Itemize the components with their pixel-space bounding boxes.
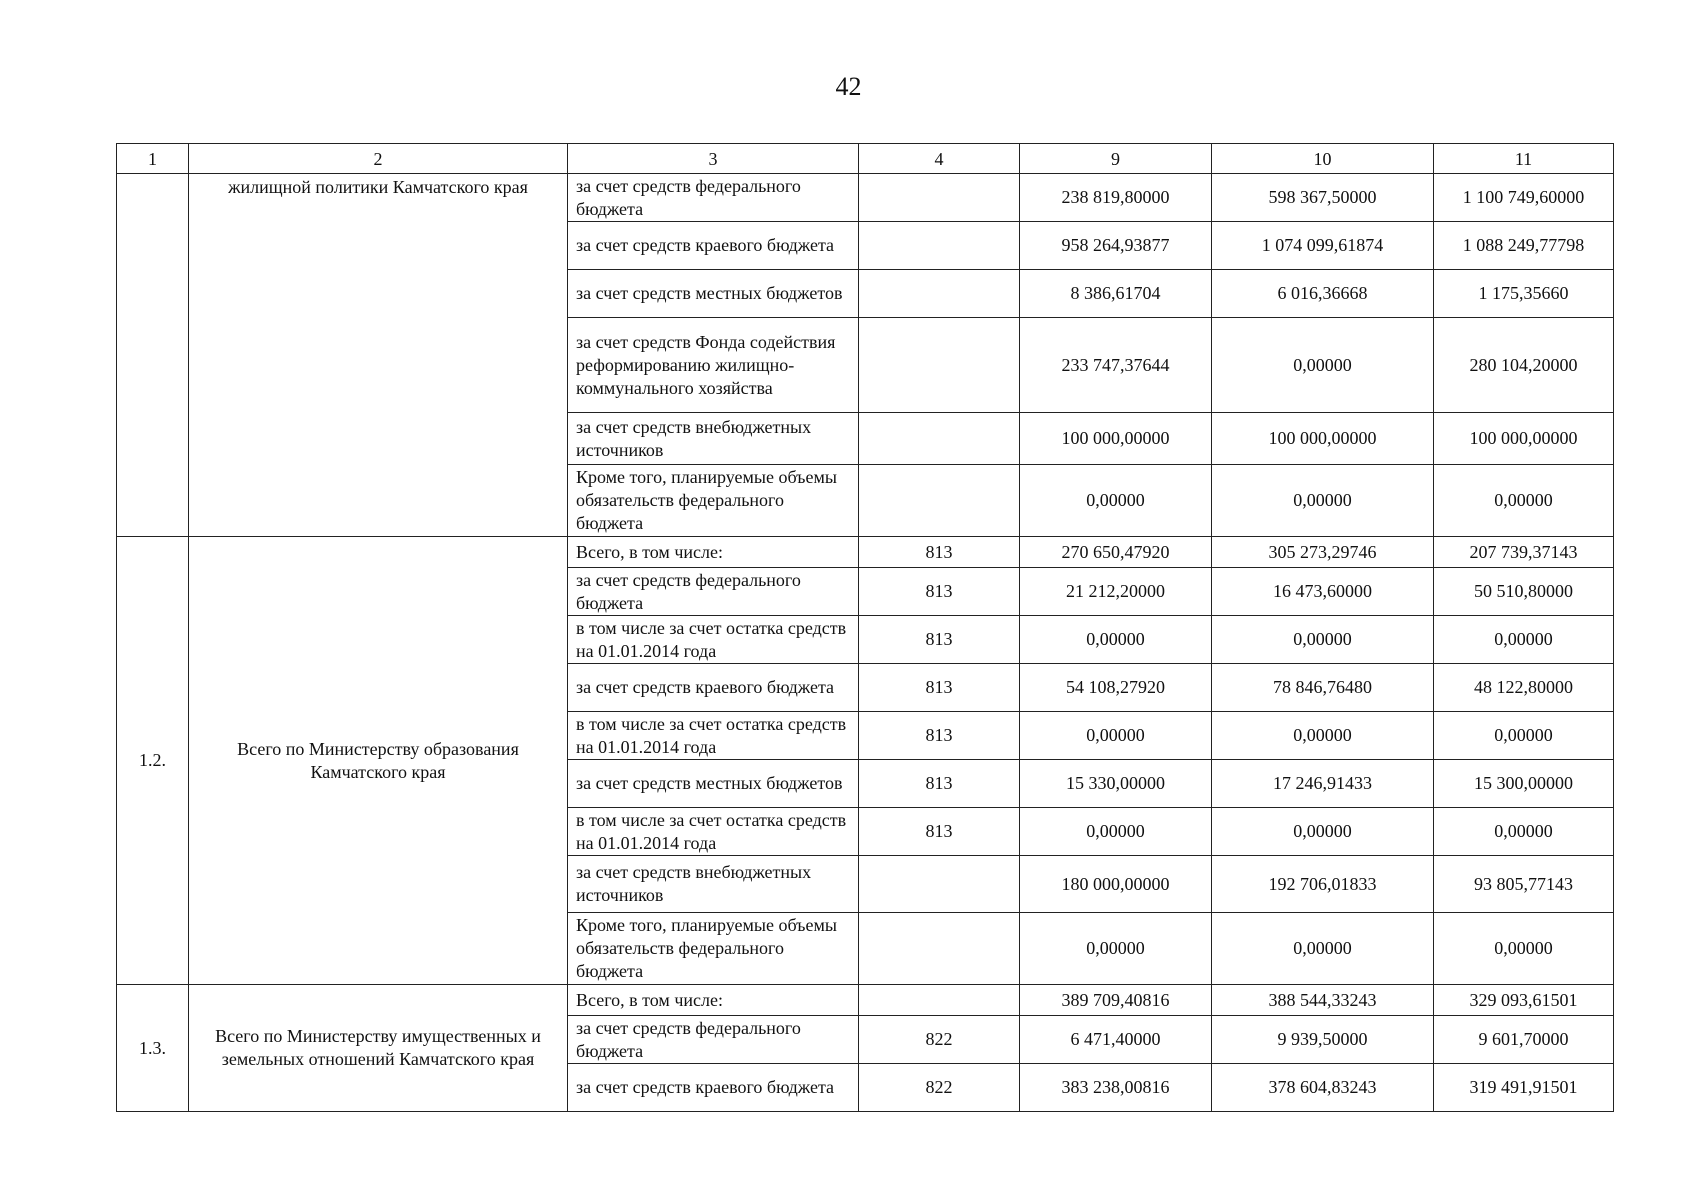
column-header: 9 [1020,144,1212,174]
value-col-10: 0,00000 [1212,318,1434,413]
funding-source: за счет средств внебюджетных источников [568,413,859,465]
value-col-9: 958 264,93877 [1020,222,1212,270]
value-col-10: 6 016,36668 [1212,270,1434,318]
column-header: 4 [859,144,1020,174]
value-col-10: 1 074 099,61874 [1212,222,1434,270]
budget-code [859,222,1020,270]
column-header: 2 [189,144,568,174]
funding-source: в том числе за счет остатка средств на 01.01.2014 года [568,808,859,856]
value-col-11: 9 601,70000 [1434,1016,1614,1064]
value-col-9: 270 650,47920 [1020,537,1212,568]
funding-source: Кроме того, планируемые объемы обязательств федерального бюджета [568,465,859,537]
funding-source: за счет средств краевого бюджета [568,1064,859,1112]
budget-table [116,143,1614,1112]
value-col-9: 0,00000 [1020,616,1212,664]
funding-source: за счет средств Фонда содействия реформированию жилищно-коммунального хозяйства [568,318,859,413]
budget-code: 813 [859,808,1020,856]
value-col-10: 598 367,50000 [1212,174,1434,222]
value-col-10: 0,00000 [1212,616,1434,664]
value-col-11: 0,00000 [1434,616,1614,664]
funding-source: за счет средств внебюджетных источников [568,856,859,913]
item-name: Всего по Министерству образования Камчатского края [189,537,568,985]
budget-code [859,270,1020,318]
value-col-11: 48 122,80000 [1434,664,1614,712]
funding-source: в том числе за счет остатка средств на 01.01.2014 года [568,616,859,664]
value-col-11: 329 093,61501 [1434,985,1614,1016]
funding-source: в том числе за счет остатка средств на 01.01.2014 года [568,712,859,760]
value-col-9: 100 000,00000 [1020,413,1212,465]
value-col-9: 0,00000 [1020,913,1212,985]
value-col-11: 93 805,77143 [1434,856,1614,913]
value-col-9: 6 471,40000 [1020,1016,1212,1064]
budget-code: 822 [859,1016,1020,1064]
funding-source: за счет средств краевого бюджета [568,664,859,712]
value-col-9: 383 238,00816 [1020,1064,1212,1112]
value-col-11: 0,00000 [1434,913,1614,985]
budget-code [859,913,1020,985]
value-col-11: 100 000,00000 [1434,413,1614,465]
value-col-11: 15 300,00000 [1434,760,1614,808]
funding-source: за счет средств федерального бюджета [568,568,859,616]
value-col-9: 21 212,20000 [1020,568,1212,616]
funding-source: Кроме того, планируемые объемы обязательств федерального бюджета [568,913,859,985]
budget-code: 813 [859,568,1020,616]
value-col-11: 50 510,80000 [1434,568,1614,616]
value-col-9: 54 108,27920 [1020,664,1212,712]
value-col-9: 389 709,40816 [1020,985,1212,1016]
budget-code: 813 [859,760,1020,808]
value-col-10: 100 000,00000 [1212,413,1434,465]
item-name: жилищной политики Камчатского края [189,174,568,537]
value-col-10: 16 473,60000 [1212,568,1434,616]
value-col-11: 319 491,91501 [1434,1064,1614,1112]
value-col-10: 305 273,29746 [1212,537,1434,568]
funding-source: Всего, в том числе: [568,537,859,568]
budget-code: 813 [859,664,1020,712]
funding-source: Всего, в том числе: [568,985,859,1016]
value-col-11: 0,00000 [1434,712,1614,760]
value-col-10: 378 604,83243 [1212,1064,1434,1112]
value-col-10: 78 846,76480 [1212,664,1434,712]
item-number: 1.2. [117,537,189,985]
budget-code [859,318,1020,413]
table-body [117,174,1614,1112]
value-col-11: 0,00000 [1434,808,1614,856]
page-number: 42 [835,72,862,101]
item-number: 1.3. [117,985,189,1112]
value-col-11: 0,00000 [1434,465,1614,537]
value-col-11: 280 104,20000 [1434,318,1614,413]
funding-source: за счет средств федерального бюджета [568,1016,859,1064]
table-row [117,985,1614,1016]
budget-code [859,856,1020,913]
value-col-10: 388 544,33243 [1212,985,1434,1016]
value-col-9: 0,00000 [1020,465,1212,537]
funding-source: за счет средств федерального бюджета [568,174,859,222]
funding-source: за счет средств местных бюджетов [568,760,859,808]
value-col-11: 1 088 249,77798 [1434,222,1614,270]
budget-code [859,465,1020,537]
table-row [117,537,1614,568]
value-col-9: 0,00000 [1020,808,1212,856]
value-col-11: 1 100 749,60000 [1434,174,1614,222]
value-col-10: 17 246,91433 [1212,760,1434,808]
value-col-9: 8 386,61704 [1020,270,1212,318]
value-col-10: 0,00000 [1212,465,1434,537]
budget-code: 813 [859,537,1020,568]
value-col-9: 233 747,37644 [1020,318,1212,413]
value-col-9: 238 819,80000 [1020,174,1212,222]
value-col-9: 180 000,00000 [1020,856,1212,913]
column-header: 3 [568,144,859,174]
value-col-10: 9 939,50000 [1212,1016,1434,1064]
table-row [117,174,1614,222]
value-col-10: 0,00000 [1212,808,1434,856]
column-number-row [117,144,1614,174]
funding-source: за счет средств краевого бюджета [568,222,859,270]
value-col-11: 1 175,35660 [1434,270,1614,318]
column-header: 10 [1212,144,1434,174]
column-header: 11 [1434,144,1614,174]
item-number [117,174,189,537]
value-col-9: 15 330,00000 [1020,760,1212,808]
funding-source: за счет средств местных бюджетов [568,270,859,318]
budget-code [859,174,1020,222]
item-name: Всего по Министерству имущественных и земельных отношений Камчатского края [189,985,568,1112]
budget-code: 822 [859,1064,1020,1112]
budget-code: 813 [859,616,1020,664]
column-header: 1 [117,144,189,174]
budget-code [859,985,1020,1016]
budget-code [859,413,1020,465]
value-col-10: 0,00000 [1212,712,1434,760]
value-col-11: 207 739,37143 [1434,537,1614,568]
value-col-10: 0,00000 [1212,913,1434,985]
value-col-9: 0,00000 [1020,712,1212,760]
budget-code: 813 [859,712,1020,760]
value-col-10: 192 706,01833 [1212,856,1434,913]
